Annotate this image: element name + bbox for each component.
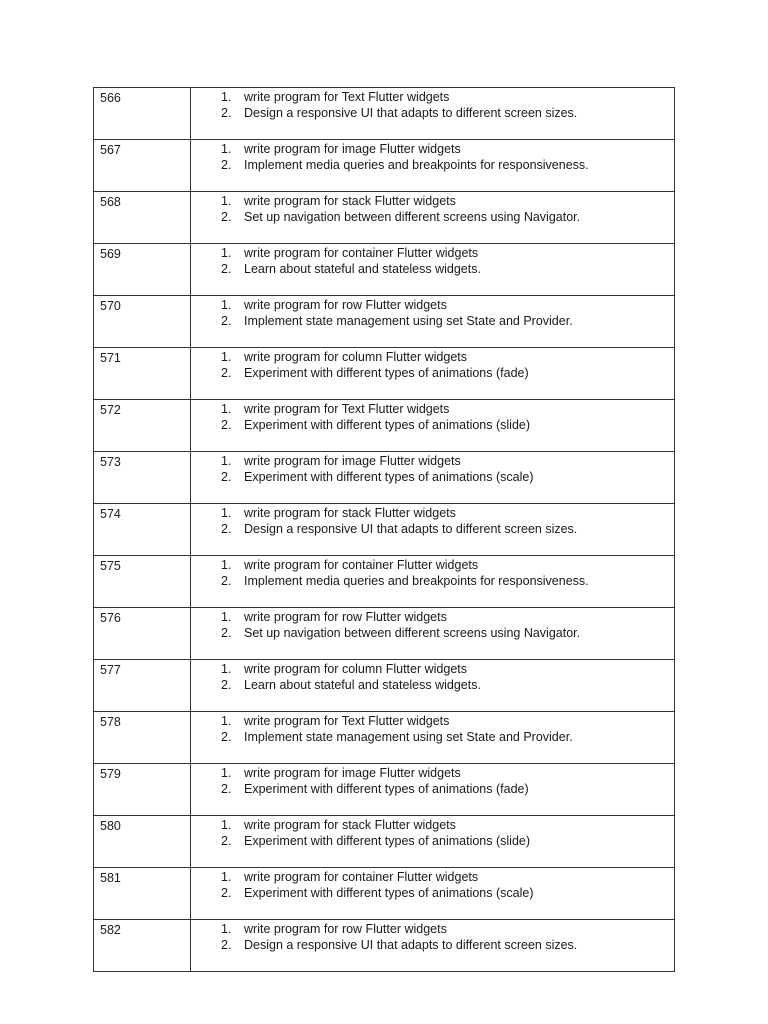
task-item-text: Design a responsive UI that adapts to different screen sizes.	[244, 522, 578, 536]
task-item-number: 1.	[221, 246, 232, 260]
task-item	[191, 505, 674, 521]
task-list	[191, 401, 674, 433]
table-row	[94, 192, 675, 244]
row-number: 582	[100, 923, 121, 937]
row-number: 566	[100, 91, 121, 105]
task-cell	[191, 608, 675, 660]
row-number: 579	[100, 767, 121, 781]
task-item-text: Learn about stateful and stateless widgets.	[244, 678, 481, 692]
table-row	[94, 348, 675, 400]
row-number-cell	[94, 764, 191, 816]
task-item-text: write program for image Flutter widgets	[244, 454, 461, 468]
task-item-number: 2.	[221, 210, 232, 224]
task-item-number: 2.	[221, 938, 232, 952]
task-item-number: 2.	[221, 314, 232, 328]
table-row	[94, 816, 675, 868]
task-cell	[191, 296, 675, 348]
task-list	[191, 141, 674, 173]
task-item	[191, 105, 674, 121]
task-item-number: 1.	[221, 402, 232, 416]
table-row	[94, 504, 675, 556]
task-item-number: 2.	[221, 470, 232, 484]
task-list	[191, 713, 674, 745]
task-item-text: Experiment with different types of animations (scale)	[244, 886, 534, 900]
task-item-text: write program for container Flutter widgets	[244, 558, 479, 572]
task-item	[191, 521, 674, 537]
row-number-cell	[94, 88, 191, 140]
task-item-text: Learn about stateful and stateless widgets.	[244, 262, 481, 276]
task-list	[191, 661, 674, 693]
task-item	[191, 365, 674, 381]
task-cell	[191, 816, 675, 868]
task-item	[191, 453, 674, 469]
row-number-cell	[94, 244, 191, 296]
task-item	[191, 401, 674, 417]
task-item-text: write program for container Flutter widgets	[244, 246, 479, 260]
row-number-cell	[94, 140, 191, 192]
task-item-number: 2.	[221, 366, 232, 380]
task-item-text: Design a responsive UI that adapts to different screen sizes.	[244, 106, 578, 120]
task-item	[191, 661, 674, 677]
task-item-number: 1.	[221, 194, 232, 208]
task-item	[191, 921, 674, 937]
row-number-cell	[94, 504, 191, 556]
task-item-text: Experiment with different types of animations (slide)	[244, 834, 531, 848]
row-number-cell	[94, 296, 191, 348]
row-number: 574	[100, 507, 121, 521]
task-cell	[191, 88, 675, 140]
row-number: 575	[100, 559, 121, 573]
task-item-number: 2.	[221, 730, 232, 744]
task-item-text: Implement media queries and breakpoints for responsiveness.	[244, 158, 589, 172]
table-row	[94, 88, 675, 140]
task-item	[191, 557, 674, 573]
row-number: 568	[100, 195, 121, 209]
task-item-number: 2.	[221, 834, 232, 848]
task-item-number: 2.	[221, 262, 232, 276]
task-list	[191, 557, 674, 589]
task-cell	[191, 868, 675, 920]
task-list	[191, 193, 674, 225]
row-number: 577	[100, 663, 121, 677]
table-row	[94, 868, 675, 920]
task-item-text: write program for column Flutter widgets	[244, 350, 467, 364]
task-item-text: write program for image Flutter widgets	[244, 142, 461, 156]
task-cell	[191, 192, 675, 244]
task-item-number: 2.	[221, 574, 232, 588]
task-cell	[191, 556, 675, 608]
table-row	[94, 556, 675, 608]
task-item-text: write program for Text Flutter widgets	[244, 714, 450, 728]
task-list	[191, 349, 674, 381]
task-item	[191, 261, 674, 277]
task-item	[191, 765, 674, 781]
task-item-number: 1.	[221, 298, 232, 312]
task-item	[191, 729, 674, 745]
task-item-text: write program for stack Flutter widgets	[244, 194, 456, 208]
task-item-text: write program for row Flutter widgets	[244, 922, 447, 936]
row-number: 580	[100, 819, 121, 833]
task-item	[191, 141, 674, 157]
task-item-number: 2.	[221, 678, 232, 692]
task-table	[93, 87, 675, 972]
task-cell	[191, 400, 675, 452]
task-item-text: Implement state management using set State and Provider.	[244, 314, 573, 328]
task-cell	[191, 712, 675, 764]
task-item	[191, 609, 674, 625]
task-item	[191, 469, 674, 485]
task-item-text: write program for row Flutter widgets	[244, 298, 447, 312]
table-row	[94, 920, 675, 972]
task-item	[191, 937, 674, 953]
task-item-number: 1.	[221, 870, 232, 884]
row-number-cell	[94, 556, 191, 608]
table-row	[94, 764, 675, 816]
task-item	[191, 313, 674, 329]
table-row	[94, 244, 675, 296]
task-item-number: 1.	[221, 506, 232, 520]
task-list	[191, 245, 674, 277]
row-number-cell	[94, 348, 191, 400]
task-item-number: 2.	[221, 106, 232, 120]
task-item-text: Implement media queries and breakpoints for responsiveness.	[244, 574, 589, 588]
task-item-text: write program for Text Flutter widgets	[244, 90, 450, 104]
task-item-number: 1.	[221, 818, 232, 832]
task-item-number: 1.	[221, 454, 232, 468]
row-number: 570	[100, 299, 121, 313]
task-cell	[191, 244, 675, 296]
task-cell	[191, 764, 675, 816]
task-item-text: write program for container Flutter widgets	[244, 870, 479, 884]
task-item-text: write program for stack Flutter widgets	[244, 818, 456, 832]
task-list	[191, 453, 674, 485]
task-list	[191, 869, 674, 901]
task-item-number: 1.	[221, 766, 232, 780]
task-item-number: 2.	[221, 522, 232, 536]
task-list	[191, 765, 674, 797]
task-item-number: 1.	[221, 142, 232, 156]
task-item	[191, 417, 674, 433]
task-cell	[191, 920, 675, 972]
row-number-cell	[94, 452, 191, 504]
table-row	[94, 608, 675, 660]
row-number: 569	[100, 247, 121, 261]
task-item	[191, 781, 674, 797]
task-item-text: Design a responsive UI that adapts to different screen sizes.	[244, 938, 578, 952]
task-item-number: 2.	[221, 158, 232, 172]
row-number: 571	[100, 351, 121, 365]
task-item-number: 1.	[221, 90, 232, 104]
task-item	[191, 817, 674, 833]
task-item-number: 1.	[221, 662, 232, 676]
row-number-cell	[94, 660, 191, 712]
task-list	[191, 505, 674, 537]
task-item-number: 1.	[221, 610, 232, 624]
task-cell	[191, 504, 675, 556]
task-item-number: 1.	[221, 558, 232, 572]
row-number-cell	[94, 400, 191, 452]
task-item-text: write program for image Flutter widgets	[244, 766, 461, 780]
row-number-cell	[94, 192, 191, 244]
task-list	[191, 89, 674, 121]
row-number: 581	[100, 871, 121, 885]
row-number-cell	[94, 608, 191, 660]
row-number-cell	[94, 920, 191, 972]
task-item-text: Experiment with different types of animations (fade)	[244, 366, 529, 380]
task-item-text: Implement state management using set State and Provider.	[244, 730, 573, 744]
task-item-text: write program for stack Flutter widgets	[244, 506, 456, 520]
task-item	[191, 885, 674, 901]
row-number: 573	[100, 455, 121, 469]
row-number-cell	[94, 712, 191, 764]
row-number: 572	[100, 403, 121, 417]
task-item	[191, 713, 674, 729]
task-item	[191, 209, 674, 225]
task-cell	[191, 660, 675, 712]
row-number: 578	[100, 715, 121, 729]
table-row	[94, 400, 675, 452]
task-item-text: Set up navigation between different screens using Navigator.	[244, 626, 581, 640]
task-item-text: Experiment with different types of animations (scale)	[244, 470, 534, 484]
row-number-cell	[94, 868, 191, 920]
task-item	[191, 193, 674, 209]
task-list	[191, 297, 674, 329]
table-row	[94, 140, 675, 192]
task-item-text: write program for Text Flutter widgets	[244, 402, 450, 416]
table-row	[94, 712, 675, 764]
row-number-cell	[94, 816, 191, 868]
table-row	[94, 296, 675, 348]
task-cell	[191, 140, 675, 192]
task-item-number: 2.	[221, 886, 232, 900]
task-item-text: write program for column Flutter widgets	[244, 662, 467, 676]
task-item	[191, 349, 674, 365]
task-list	[191, 609, 674, 641]
task-item	[191, 677, 674, 693]
row-number: 567	[100, 143, 121, 157]
task-cell	[191, 348, 675, 400]
task-item	[191, 245, 674, 261]
task-item-number: 1.	[221, 714, 232, 728]
task-item	[191, 573, 674, 589]
row-number: 576	[100, 611, 121, 625]
task-item-text: Set up navigation between different screens using Navigator.	[244, 210, 581, 224]
task-item-text: write program for row Flutter widgets	[244, 610, 447, 624]
task-item-number: 2.	[221, 782, 232, 796]
task-cell	[191, 452, 675, 504]
task-item	[191, 833, 674, 849]
task-item	[191, 869, 674, 885]
task-item	[191, 89, 674, 105]
task-item-number: 1.	[221, 922, 232, 936]
task-item-text: Experiment with different types of animations (fade)	[244, 782, 529, 796]
table-row	[94, 452, 675, 504]
task-item	[191, 297, 674, 313]
task-list	[191, 817, 674, 849]
task-item-number: 2.	[221, 418, 232, 432]
task-list	[191, 921, 674, 953]
task-item	[191, 625, 674, 641]
task-table-body	[94, 88, 675, 972]
task-item-number: 1.	[221, 350, 232, 364]
task-item-number: 2.	[221, 626, 232, 640]
table-row	[94, 660, 675, 712]
task-item	[191, 157, 674, 173]
task-item-text: Experiment with different types of animations (slide)	[244, 418, 531, 432]
